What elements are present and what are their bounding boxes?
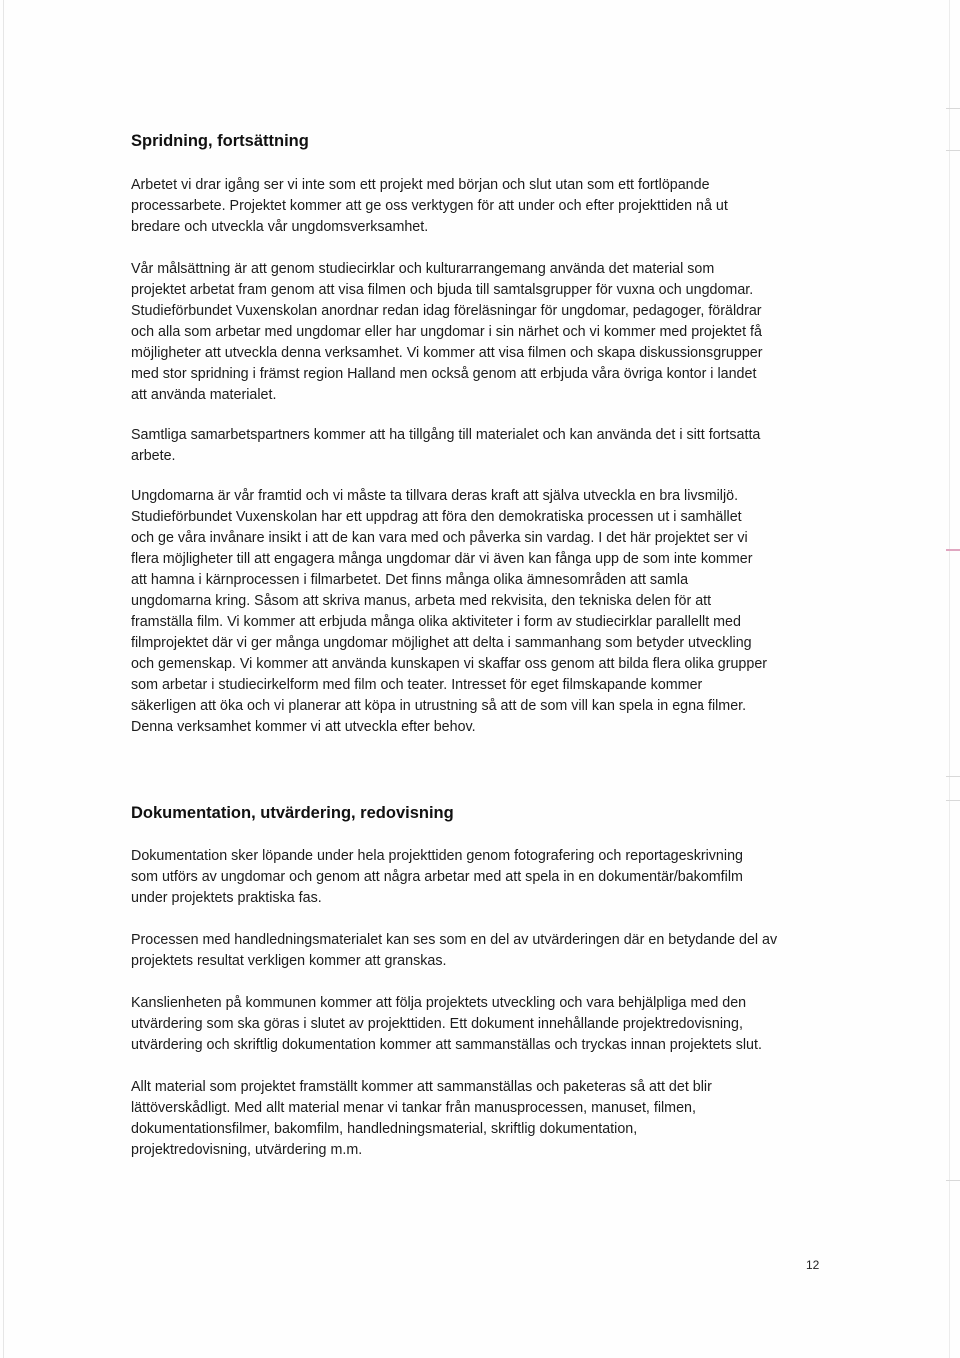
margin-mark <box>946 549 960 551</box>
margin-mark <box>946 1180 960 1181</box>
paragraph: Vår målsättning är att genom studiecirklar och kulturarrangemang använda det material som projektet arbetat fram genom att visa filmen och bjuda till samtalsgrupper för vuxna och ungdomar. Studieförbundet Vuxenskolan anordnar redan idag föreläsningar för ungdomar, pedagoger, föräldrar och alla som arbetar med ungdomar eller har ungdomar i sin närhet och vi kommer med projektet få möjligheter att utveckla denna verksamhet. Vi kommer att visa filmen och skapa diskussionsgrupper med stor spridning i främst region Halland men också genom att erbjuda våra övriga kontor i landet att använda materialet. <box>131 261 763 403</box>
section-spridning-body <box>131 259 821 406</box>
paragraph: Arbetet vi drar igång ser vi inte som ett projekt med början och slut utan som ett fortlöpande processarbete. Projektet kommer att ge oss verktygen för att under och efter projekttiden nå ut bredare och utveckla vår ungdomsverksamhet. <box>131 177 728 235</box>
scan-edge-left <box>3 0 4 1358</box>
section-heading: Dokumentation, utvärdering, redovisning <box>131 804 454 822</box>
paragraph: Dokumentation sker löpande under hela projekttiden genom fotografering och reportageskrivning som utförs av ungdomar och genom att några arbetar med att spela in en dokumentär/bakomfilm under projektets praktiska fas. <box>131 848 743 906</box>
section-dokumentation-body <box>131 993 821 1056</box>
scan-edge-right <box>949 0 950 1358</box>
section-dokumentation-body <box>131 846 821 909</box>
paragraph: Allt material som projektet framställt kommer att sammanställas och paketeras så att det blir lättöverskådligt. Med allt material menar vi tankar från manusprocessen, manuset, filmen, dokumentationsfilmer, bakomfilm, handledningsmaterial, skriftlig dokumentation, projektredovisning, utvärdering m.m. <box>131 1079 712 1158</box>
page-number: 12 <box>806 1258 820 1272</box>
section-spridning-body <box>131 175 821 238</box>
section-spridning-body <box>131 486 821 738</box>
margin-mark <box>946 776 960 777</box>
margin-mark <box>946 108 960 109</box>
section-spridning <box>131 131 821 152</box>
section-dokumentation-body <box>131 1077 821 1161</box>
section-dokumentation <box>131 803 821 824</box>
margin-mark <box>946 800 960 801</box>
margin-mark <box>946 150 960 151</box>
paragraph: Ungdomarna är vår framtid och vi måste ta tillvara deras kraft att själva utveckla en bra livsmiljö. Studieförbundet Vuxenskolan har ett uppdrag att föra den demokratiska processen ut i samhället och ge våra invånare insikt i att de kan vara med och påverka sin vardag. I det här projektet ser vi flera möjligheter till att engagera många ungdomar där vi även kan fånga upp de som inte kommer att hamna i kärnprocessen i filmarbetet. Det finns många olika ämnesområden att samla ungdomarna kring. Såsom att skriva manus, arbeta med rekvisita, den tekniska delen för att framställa film. Vi kommer att erbjuda många olika aktiviteter i form av studiecirklar parallellt med filmprojektet där vi ger många ungdomar möjlighet att delta i sammanhang som betyder utveckling och gemenskap. Vi kommer att använda kunskapen vi skaffar oss genom att bilda flera olika grupper som arbetar i studiecirkelform med film och teater. Intresset för eget filmskapande kommer säkerligen att öka och vi planerar att köpa in utrustning så att de som vill kan spela in egna filmer. Denna verksamhet kommer vi att utveckla efter behov. <box>131 488 768 735</box>
paragraph: Kanslienheten på kommunen kommer att följa projektets utveckling och vara behjälpliga med den utvärdering som ska göras i slutet av projekttiden. Ett dokument innehållande projektredovisning, utvärdering och skriftlig dokumentation kommer att sammanställas och tryckas innan projektets slut. <box>131 995 762 1053</box>
paragraph: Samtliga samarbetspartners kommer att ha tillgång till materialet och kan använda det i sitt fortsatta arbete. <box>131 427 761 464</box>
section-heading: Spridning, fortsättning <box>131 132 309 150</box>
section-dokumentation-body <box>131 930 821 972</box>
paragraph: Processen med handledningsmaterialet kan ses som en del av utvärderingen där en betydande del av projektets resultat verkligen kommer att granskas. <box>131 932 778 969</box>
section-spridning-body <box>131 425 821 467</box>
